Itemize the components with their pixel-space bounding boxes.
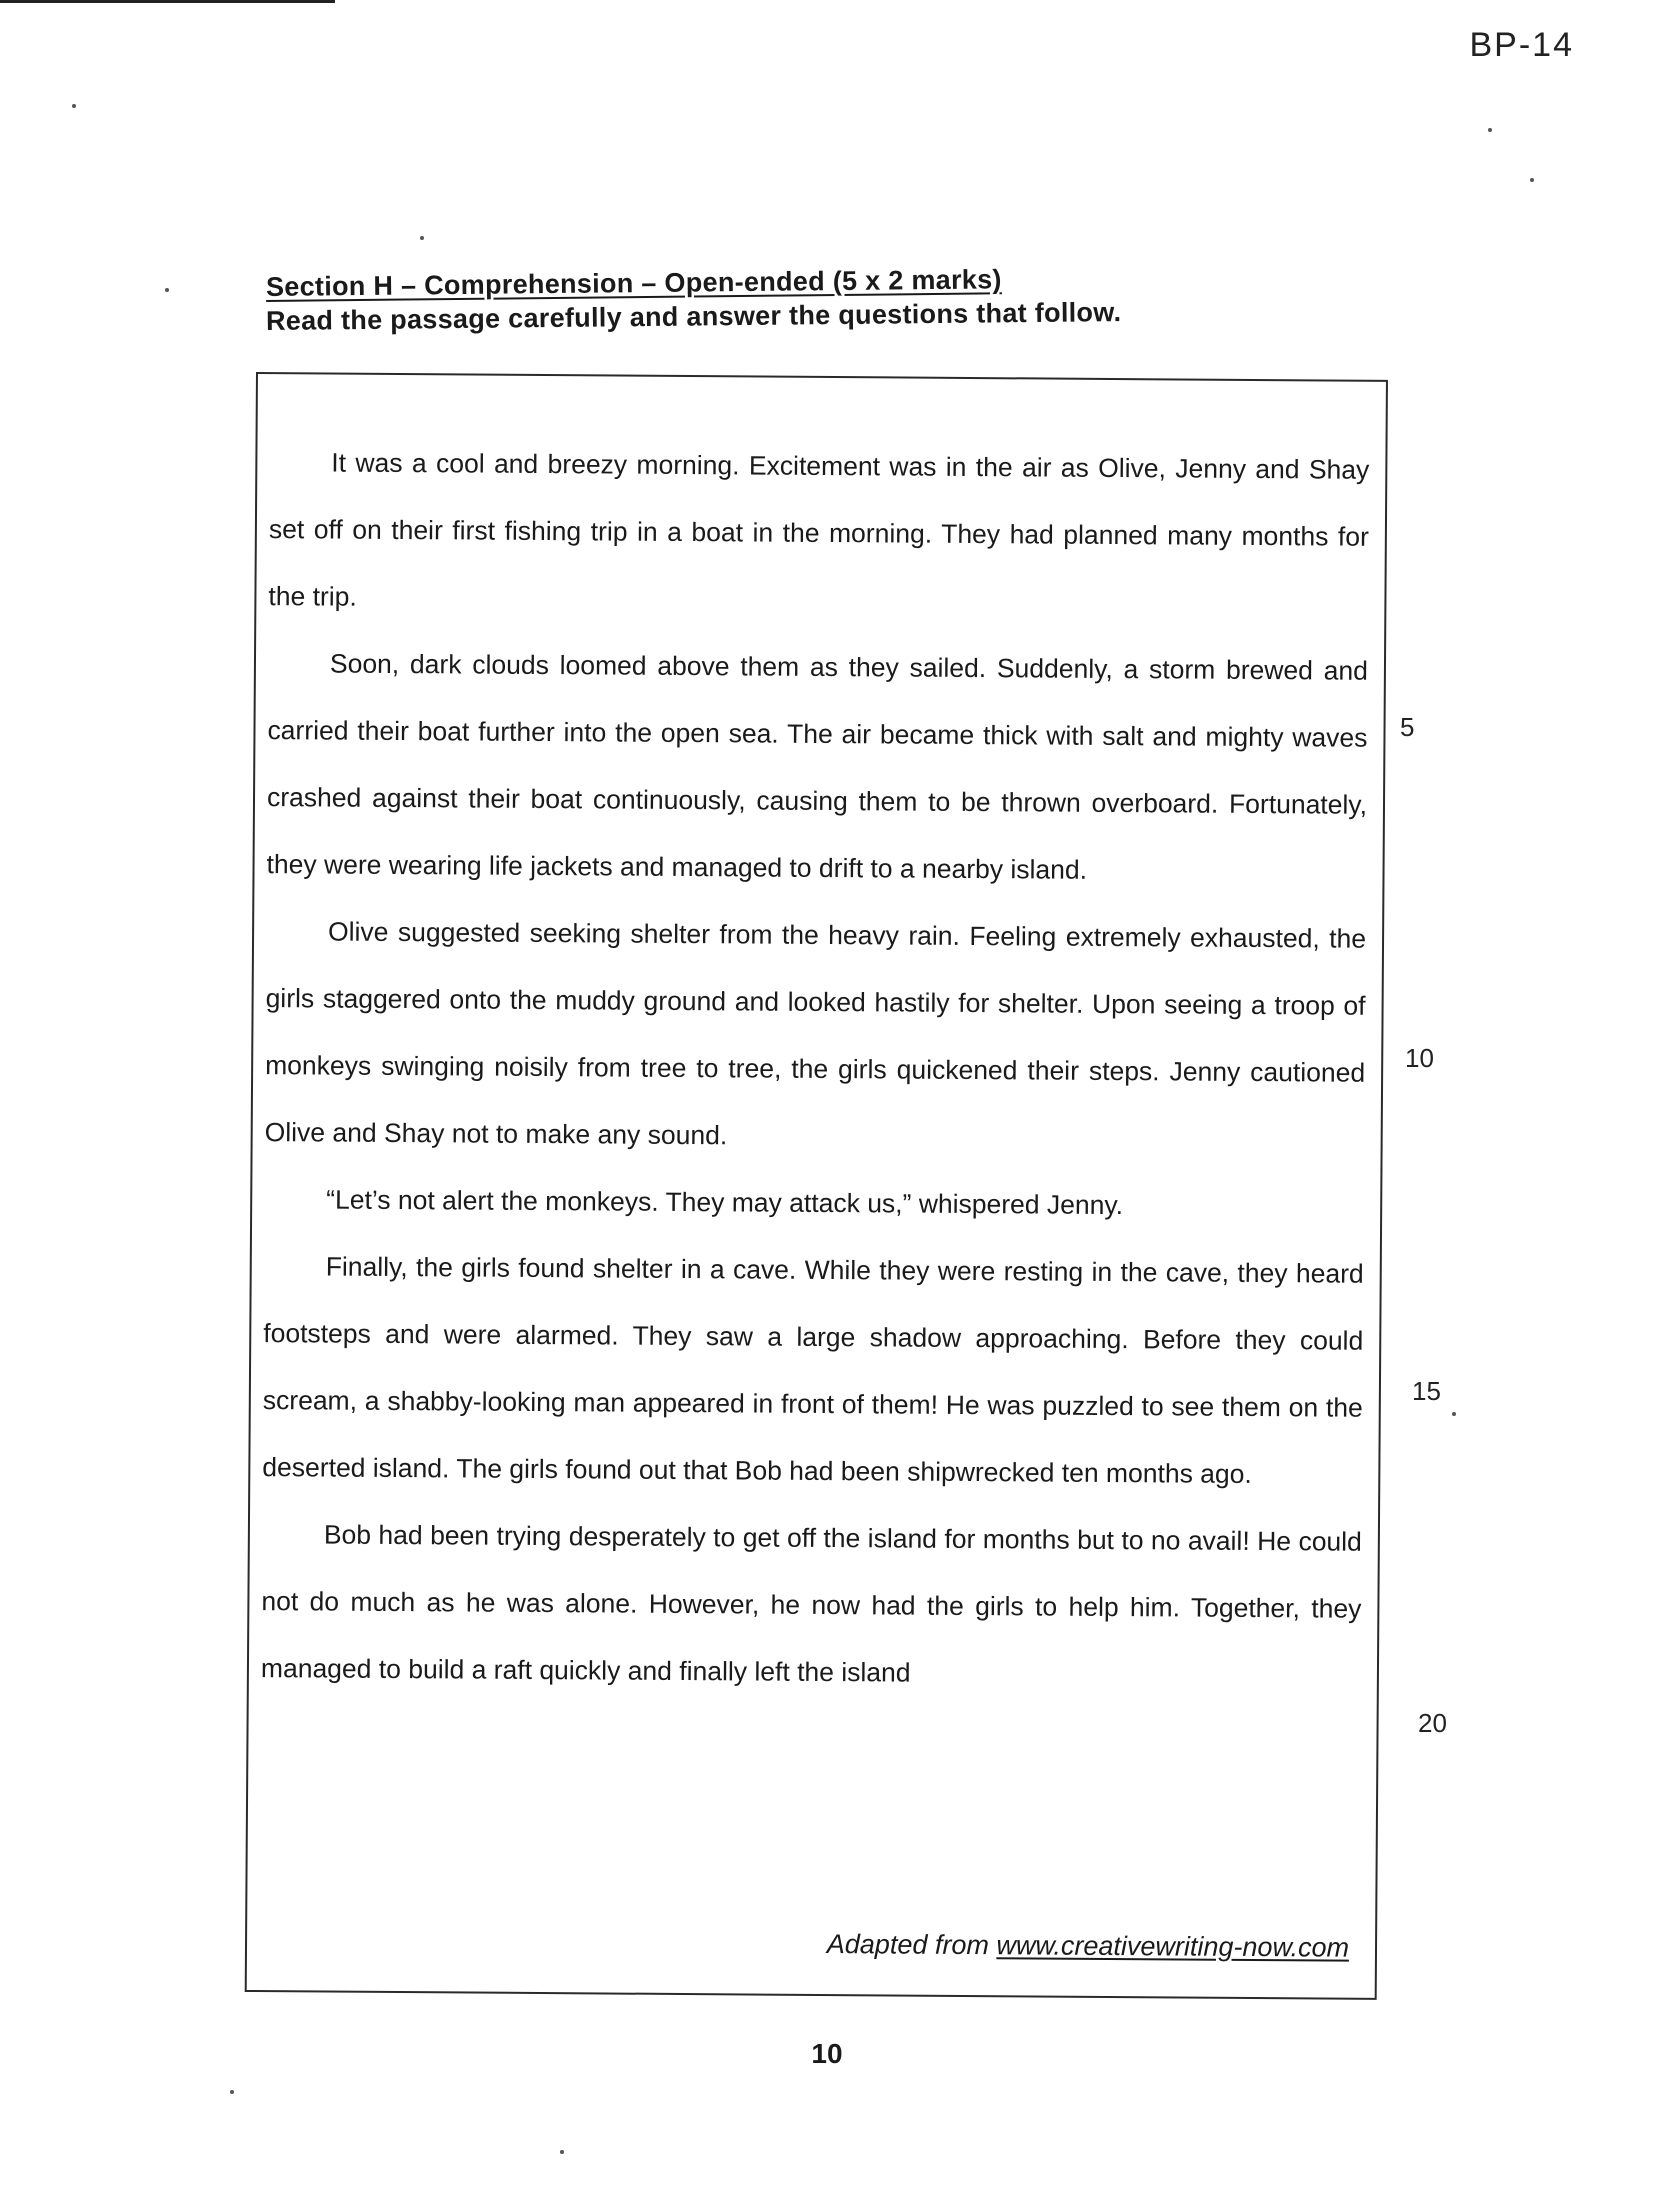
page-code: BP-14 xyxy=(1469,26,1574,64)
instruction: Read the passage carefully and answer the questions that follow. xyxy=(265,297,1122,336)
passage-box xyxy=(245,372,1388,2000)
paragraph: Finally, the girls found shelter in a cave. While they were resting in the cave, they heard footsteps and were alarmed. They saw a large shadow approaching. Before they could scream, a shabby-looking man appeared in front of them! He was puzzled to see them on the deserted island. The girls found out that Bob had been shipwrecked ten months ago. xyxy=(262,1251,1364,1489)
scan-speck xyxy=(230,2090,234,2094)
paragraph: It was a cool and breezy morning. Excitement was in the air as Olive, Jenny and Shay set off on their first fishing trip in a boat in the morning. They had planned many months for the trip. xyxy=(268,447,1370,612)
scan-speck xyxy=(1452,1412,1456,1416)
line-number-20: 20 xyxy=(1418,1708,1447,1738)
attribution xyxy=(827,1929,1349,1964)
scan-speck xyxy=(560,2150,564,2154)
paragraph: Soon, dark clouds loomed above them as they sailed. Suddenly, a storm brewed and carried their boat further into the open sea. The air became thick with salt and mighty waves crashed against their boat continuously, causing them to be thrown overboard. Fortunately, they were wearing life jackets and managed to drift to a nearby island. xyxy=(266,648,1369,885)
attribution-link[interactable]: www.creativewriting-now.com xyxy=(996,1930,1350,1963)
page-number: 10 xyxy=(811,2038,843,2069)
line-number-15: 15 xyxy=(1412,1376,1441,1406)
attribution-prefix: Adapted from xyxy=(826,1929,990,1961)
passage-text xyxy=(261,429,1370,1710)
paragraph: Olive suggested seeking shelter from the heavy rain. Feeling extremely exhausted, the girls staggered onto the muddy ground and looked hastily for shelter. Upon seeing a troop of monkeys swinging noisily from tree to tree, the girls quickened their steps. Jenny cautioned Olive and Shay not to make any sound. xyxy=(264,916,1367,1151)
paragraph: “Let’s not alert the monkeys. They may attack us,” whispered Jenny. xyxy=(326,1184,1124,1221)
scan-speck xyxy=(1488,128,1492,132)
scan-speck xyxy=(420,236,424,240)
line-number-10: 10 xyxy=(1405,1043,1434,1073)
scan-speck xyxy=(72,104,76,108)
scan-speck xyxy=(1530,178,1534,182)
section-heading: Section H – Comprehension – Open-ended (5 x 2 marks) xyxy=(265,264,1002,302)
line-number-5: 5 xyxy=(1400,712,1415,742)
corner-rule xyxy=(0,0,335,3)
scan-speck xyxy=(165,288,169,292)
paragraph: Bob had been trying desperately to get off the island for months but to no avail! He could not do much as he was alone. However, he now had the girls to help him. Together, they managed to build a raft quickly and finally left the island xyxy=(260,1519,1362,1688)
